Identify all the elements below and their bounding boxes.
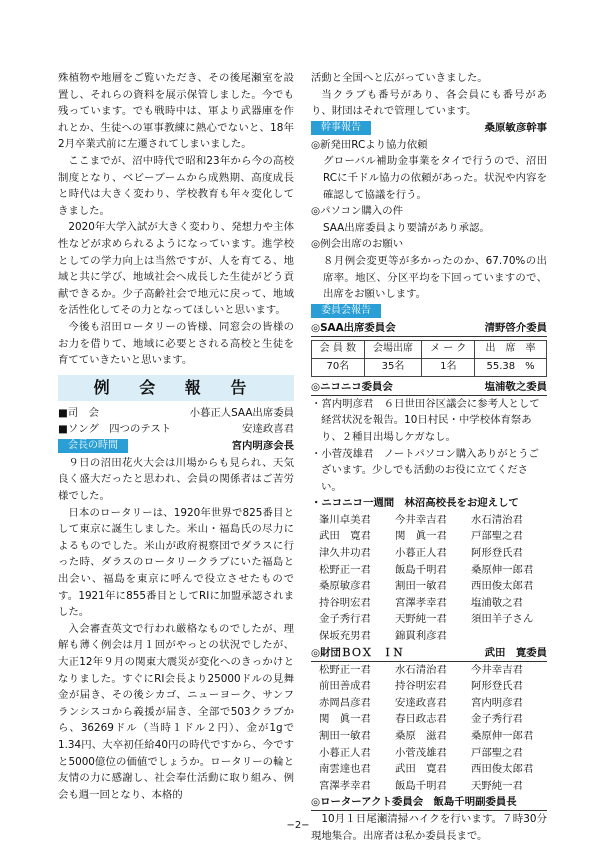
role-label: ■ソング 四つのテスト	[58, 423, 172, 436]
member-name: 割田一敏君	[395, 580, 447, 593]
member-name: 水石清治君	[395, 663, 447, 676]
member-name: 飯島千明君	[395, 779, 447, 792]
niko-item: ・小菅茂雄君 ノートパソコン購入ありがとうございます。少しでも活動のお役に立てください。	[311, 447, 539, 493]
table-cell: 70名	[312, 358, 365, 376]
role-row	[58, 421, 294, 438]
member-name: 松野正一君	[319, 663, 371, 676]
member-name: 割田一敏君	[319, 730, 371, 742]
member-name: 春日政志君	[395, 713, 447, 726]
member-name: 武田 寛君	[319, 530, 371, 543]
member-name: 保坂充男君	[319, 630, 371, 643]
president-paragraph: ９日の沼田花火大会は川場からも見られ、天気良く盛大だったと思われ、会員の関係者はご苦労様でした。	[58, 456, 294, 503]
table-cell: 35名	[364, 358, 422, 376]
right-column	[311, 70, 547, 845]
member-name: 錦貫利彦君	[395, 630, 447, 643]
member-name: 桑原伸一郎君	[471, 730, 534, 742]
continued-text: 当クラブも番号があり、各会員にも番号があり、財団はそれで管理しています。	[311, 88, 547, 118]
member-name: 戸部聖之君	[471, 746, 523, 759]
member-name: 水石清治君	[471, 513, 523, 526]
member-name: 関 眞一君	[395, 530, 447, 543]
intro-paragraph: 2020年大学入試が大きく変わり、発想力や主体性などが求められるようになっています。進学校としての学力向上は当然ですが、人を育てる、地域と共に学び、地域社会へ成長した生徒がどう貢献できるか。少子高齢社会で地元に戻って、地域を活性化してその力となってほしいと思います。	[58, 221, 294, 317]
member-name: 金子秀行君	[319, 613, 371, 626]
committee-report-tag: 委員会報告	[311, 304, 381, 318]
left-column	[58, 70, 294, 803]
secretary-report-header	[311, 120, 547, 137]
intro-paragraph: ここまでが、沼中時代で昭和23年から今の高校制度となり、ベビーブームから成熟期、高度成長と時代は大きく変わり、学校教育も年々変化してきました。	[58, 154, 294, 217]
member-name: 須田羊子さん	[471, 613, 534, 626]
member-name: 宮内明彦君	[471, 696, 523, 709]
saa-person: 清野啓介委員	[484, 321, 547, 334]
niko-names-grid	[311, 512, 547, 645]
member-name: 西田俊太郎君	[471, 580, 534, 593]
president-paragraph: 入会審査英文で行われ厳格なものでしたが、理解も薄く例会は月１回がやっとの状況でしたが、大正12年９月の関東大震災が変化へのきっかけとなりました。すぐにRI会長より25000ドルの見舞金が届き、その後シカゴ、ニューヨーク、サンフランシスコから義援が届き、全部で503クラブから、36269ドル（当時１ドル２円）、金が1gで1.34円、大卒初任給40円の時代ですから、今ですと5000億位の価値でしょうか。ロータリーの輪と友情の力に感謝し、社会奉仕活動に取り組み、例会も週一回となり、本格的	[58, 622, 294, 801]
member-name: 小菅茂雄君	[395, 746, 447, 759]
item-body: グローバル補助金事業をタイで行うので、沼田RCに千ドル協力の依頼があった。状況や内容を確認して協議を行う。	[323, 155, 547, 201]
attendance-table	[311, 340, 547, 377]
member-name: 阿形登氏君	[471, 680, 523, 693]
member-name: 赤岡昌彦君	[319, 696, 371, 709]
table-header: 会 員 数	[312, 340, 365, 358]
role-person: 小暮正人SAA出席委員	[189, 406, 294, 419]
president-time-tag: 会長の時間	[58, 439, 128, 453]
member-name: 津久井功君	[319, 547, 371, 560]
member-name: 前田善成君	[319, 680, 371, 693]
saa-header	[311, 320, 547, 337]
member-name: 宮澤孝幸君	[319, 779, 371, 792]
member-name: 安達政喜君	[395, 696, 447, 709]
item-title: ◎例会出席のお願い	[311, 238, 404, 251]
box-header	[311, 645, 547, 662]
member-name: 今井幸吉君	[395, 513, 447, 526]
niko-header	[311, 379, 547, 396]
box-names-grid	[311, 662, 547, 795]
item-title: ◎新発田RCより協力依頼	[311, 138, 428, 151]
member-name: 松野正一君	[319, 563, 371, 576]
niko-title: ◎ニコニコ委員会	[311, 380, 393, 393]
member-name: 飯島千明君	[395, 563, 447, 576]
secretary-item	[311, 236, 547, 302]
meeting-report-banner: 例 会 報 告	[58, 375, 294, 401]
table-header-row	[312, 340, 547, 358]
member-name: 天野純一君	[471, 779, 523, 792]
member-name: 持谷明宏君	[395, 680, 447, 693]
intro-paragraph: 殊植物や地層をご覧いただき、その後尾瀬室を設置し、それらの資料を展示保管しました。今でも残っています。でも戦時中は、軍より武器庫を作れとか、生徒への軍事教練に熱心でないと、18年2月卒業式前に左遷されてしまいました。	[58, 72, 294, 151]
role-person: 安達政喜君	[242, 423, 294, 436]
rac-title: ◎ローターアクト委員会 飯島千明副委員長	[311, 796, 517, 809]
member-name: 天野純一君	[395, 613, 447, 626]
secretary-item	[311, 203, 547, 236]
member-name: 西田俊太郎君	[471, 763, 534, 776]
member-name: 峯川卓美君	[319, 513, 371, 526]
box-person: 武田 寛委員	[484, 646, 547, 659]
box-title: ◎財団ＢＯＸ ＩＮ	[311, 646, 404, 659]
secretary-item	[311, 137, 547, 203]
member-name: 塩浦敬之君	[471, 596, 523, 609]
member-name: 関 眞一君	[319, 713, 371, 726]
committee-report-header	[311, 303, 547, 320]
member-name: 持谷明宏君	[319, 596, 371, 609]
secretary-report-tag: 幹事報告	[311, 121, 371, 135]
member-name: 桑原敏彦君	[319, 580, 371, 593]
member-name: 小暮正人君	[395, 547, 447, 560]
president-paragraph: 日本のロータリーは、1920年世界で825番目として東京に誕生しました。米山・福島氏の尽力によるものでした。米山が政府視察団でダラスに行った時、ダラスのロータリークラブにいた福島と出会い、福島を東京に呼んで役立させたものです。1921年に855番目としてRIに加盟承認されました。	[58, 506, 294, 619]
niko-person: 塩浦敬之委員	[484, 380, 547, 393]
member-name: 桑原伸一郎君	[471, 563, 534, 576]
president-time-header	[58, 438, 294, 455]
table-header: 会場出席	[364, 340, 422, 358]
niko-week-title: ・ニコニコ一週間 林沼高校長をお迎えして	[311, 497, 519, 510]
page-number: −2−	[286, 820, 310, 831]
member-name: 今井幸吉君	[471, 663, 523, 676]
role-label: ■司 会	[58, 406, 99, 419]
table-cell: 1名	[422, 358, 475, 376]
member-name: 武田 寛君	[395, 763, 447, 776]
item-body: ８月例会変更等が多かったのか、67.70%の出席率。地区、分区平均を下回っていますので、出席をお願いします。	[323, 254, 547, 301]
member-name: 戸部聖之君	[471, 530, 523, 543]
member-name: 南雲達也君	[319, 763, 371, 776]
member-name: 桑原 滋君	[395, 730, 447, 742]
president-name: 宮内明彦会長	[231, 440, 294, 453]
member-name: 阿形登氏君	[471, 547, 523, 560]
member-name: 金子秀行君	[471, 713, 523, 726]
table-cell: 55.38 %	[475, 358, 547, 376]
niko-item: ・宮内明彦君 ６日世田谷区議会に参考人として経営状況を報告。10日村民・中学校体育祭あり、２種目出場しケガなし。	[311, 397, 540, 443]
secretary-name: 桑原敏彦幹事	[484, 121, 547, 134]
item-body: SAA出席委員より要請があり承認。	[323, 221, 490, 234]
rac-header	[311, 794, 547, 811]
saa-title: ◎SAA出席委員会	[311, 321, 396, 334]
table-row	[312, 358, 547, 376]
table-header: 出 席 率	[475, 340, 547, 358]
member-name	[471, 628, 547, 645]
intro-paragraph: 今後も沼田ロータリーの皆様、同窓会の皆様のお力を借りて、地域に必要とされる高校と生徒を育てていきたいと思います。	[58, 320, 294, 367]
member-name: 小暮正人君	[319, 746, 371, 759]
role-row	[58, 405, 294, 422]
member-name: 宮澤孝幸君	[395, 596, 447, 609]
item-title: ◎パソコン購入の件	[311, 205, 403, 218]
continued-text: 活動と全国へと広がっていきました。	[311, 72, 488, 84]
rac-text: 10月１日尾瀬清掃ハイクを行います。７時30分現地集合。出席者は私か委員長まで。	[311, 813, 547, 842]
table-header: メ ー ク	[422, 340, 475, 358]
